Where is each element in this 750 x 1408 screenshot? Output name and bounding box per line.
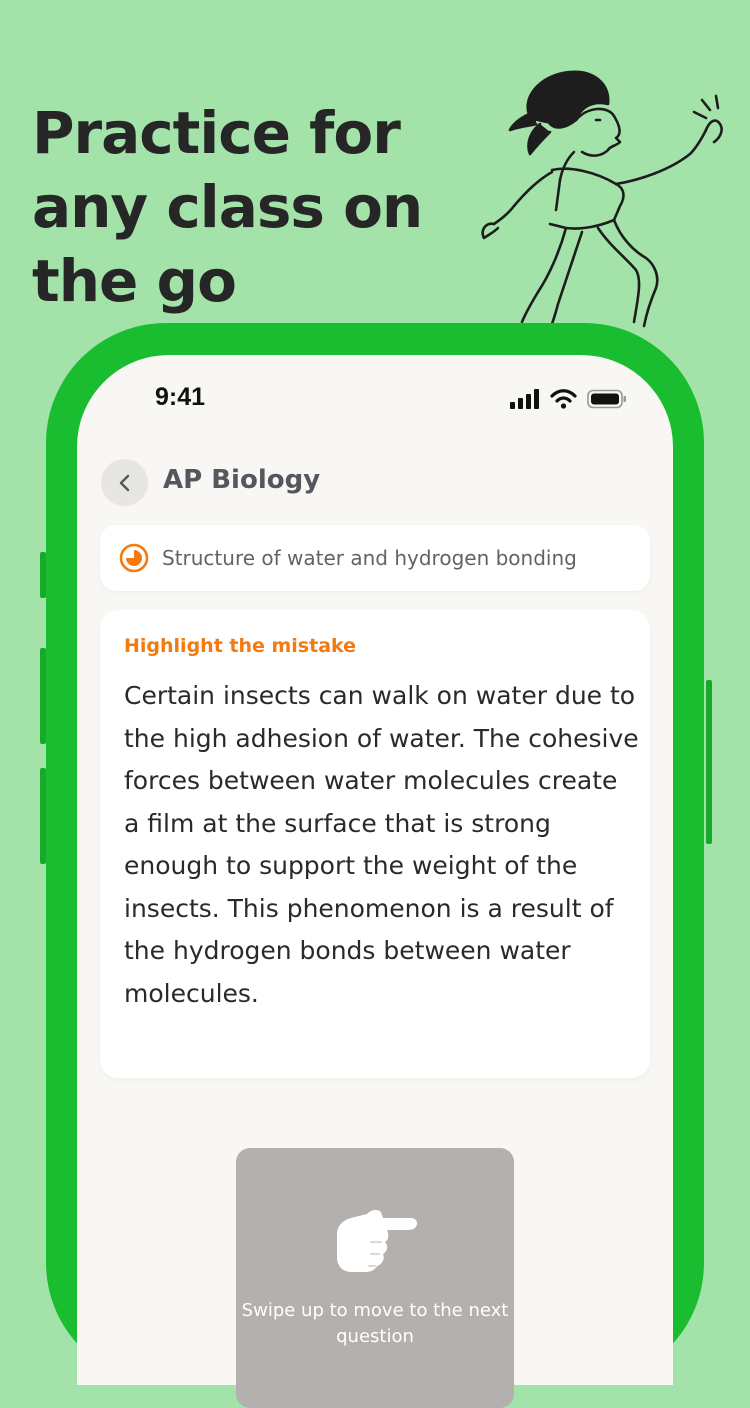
progress-ring-icon <box>118 542 150 574</box>
question-card <box>100 610 650 1078</box>
pointing-hand-icon <box>331 1204 421 1276</box>
swipe-hint-text: Swipe up to move to the next question <box>241 1300 509 1347</box>
running-girl-illustration <box>470 60 750 330</box>
topic-card[interactable] <box>100 525 650 591</box>
headline: Practice for any class on the go <box>32 99 423 315</box>
wifi-icon <box>550 389 577 409</box>
battery-icon <box>587 389 627 409</box>
back-button[interactable] <box>101 459 148 506</box>
topic-label: Structure of water and hydrogen bonding <box>162 546 577 570</box>
swipe-hint-card[interactable] <box>236 1148 514 1408</box>
status-icons <box>510 389 627 409</box>
status-time: 9:41 <box>155 383 206 411</box>
phone-screen <box>77 355 673 1385</box>
volume-down-button <box>40 768 46 864</box>
prompt-label: Highlight the mistake <box>124 635 357 657</box>
chevron-left-icon <box>118 474 132 492</box>
power-button <box>706 680 712 844</box>
signal-icon <box>510 389 540 409</box>
volume-up-button <box>40 648 46 744</box>
page-title: AP Biology <box>163 465 321 495</box>
silent-switch <box>40 552 46 598</box>
question-text[interactable]: Certain insects can walk on water due to the high adhesion of water. The cohesive forces between water molecules create a film at the surface that is strong enough to support the weight of the insects. This phenomenon is a result of the hydrogen bonds between water molecules. <box>124 681 639 1008</box>
